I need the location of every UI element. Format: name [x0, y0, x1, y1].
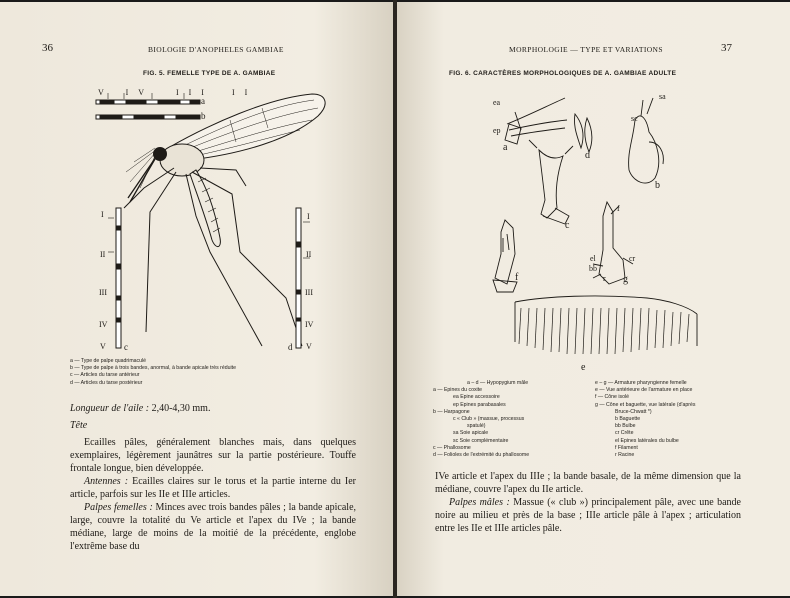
left-figure-caption: FIG. 5. FEMELLE TYPE DE A. GAMBIAE: [143, 70, 276, 77]
left-running-head: BIOLOGIE D'ANOPHELES GAMBIAE: [148, 45, 284, 54]
fig-label-a: a: [503, 142, 508, 153]
bar-label-top-row: [98, 88, 257, 97]
legend-item: d — Folioles de l'extrémité du phallosome: [433, 452, 530, 459]
fig-label-bb: bb: [589, 264, 597, 273]
tarsus-label-ii-left: II: [100, 250, 106, 259]
fig-label-ea: ea: [493, 98, 501, 107]
fig-label-sc: sc: [631, 114, 638, 123]
fig-label-d: d: [585, 150, 590, 161]
paragraph: [435, 496, 741, 535]
legend-item: Bruce-Chwatt *): [615, 408, 652, 415]
tarsus-label-v-right: V: [306, 342, 312, 351]
legend-item: f — Cône isolé: [595, 394, 630, 401]
fig-label-g: g: [623, 274, 628, 285]
legend-item: spatulé): [467, 423, 486, 430]
legend-item: g — Cône et baguette, vue latérale (d'après: [595, 401, 696, 408]
paragraph: IVe article et l'apex du IIIe ; la bande basale, de la même dimension que la médiane, couvre l'apex du IIe article.: [435, 471, 741, 495]
legend-item: a — Epines du coxite: [433, 387, 483, 394]
legend-item: cr Crête: [615, 430, 634, 437]
legend-item: sc Soie complémentaire: [453, 437, 509, 444]
bar-letter-a: a: [201, 96, 205, 106]
legend-item: b — Type de palpe à trois bandes, anormal, à bande apicale très réduite: [70, 365, 237, 372]
fig-label-ep: ep: [493, 126, 501, 135]
morphology-figure: [397, 2, 790, 382]
left-figure-legend: [70, 358, 236, 387]
fig-label-el: el: [590, 254, 596, 263]
tarsus-label-v-left: V: [100, 342, 106, 351]
right-figure-caption: FIG. 6. CARACTÈRES MORPHOLOGIQUES DE A. GAMBIAE ADULTE: [449, 70, 677, 77]
fig-label-c: c: [565, 220, 570, 231]
legend-item: e — Vue antérieure de l'armature en place: [595, 387, 693, 394]
left-body-text: [70, 402, 356, 553]
legend-item: f Filament: [615, 444, 638, 451]
right-page: [397, 2, 790, 596]
bar-letter-b: b: [201, 111, 206, 121]
legend-item: b Baguette: [615, 416, 641, 423]
legend-item: a — Type de palpe quadrimaculé: [70, 358, 147, 364]
thorax: [160, 144, 204, 176]
bar-label-v: V: [98, 88, 114, 97]
wing-length-label: Longueur de l'aile :: [70, 403, 150, 414]
paragraph: [70, 501, 356, 553]
tarsus-label-iv-right: IV: [305, 320, 314, 329]
paragraph-text: Massue (« club ») principalement pâle, avec une bande noire au milieu et près de la base ; IIIe article pâle à l'apex ; articulation entre les IIe et IIIe articles pâle.: [435, 497, 741, 534]
legend-item: ep Epines parabasales: [453, 401, 506, 408]
bar-label-ii: II: [231, 88, 258, 97]
bar-label-iii: III: [175, 88, 214, 97]
legend-item: e – g — Armature pharyngienne femelle: [595, 380, 687, 386]
bar-label-iv: IV: [125, 88, 154, 97]
legend-item: c — Articles du tarse antérieur: [70, 372, 140, 379]
fig-label-cr: cr: [629, 254, 636, 263]
legend-item: b — Harpagone: [433, 408, 470, 415]
legend-item: c « Club » (massue, processus: [453, 416, 525, 423]
legend-item: d — Articles du tarse postérieur: [70, 379, 143, 386]
right-legend-left: [433, 380, 583, 459]
section-heading: Tête: [70, 420, 88, 431]
fig-label-f: f: [617, 204, 620, 213]
right-legend-right: [595, 380, 765, 459]
fig-label-b: b: [655, 180, 660, 191]
paragraph-text: Minces avec trois bandes pâles ; la bande apicale, large, couvre la totalité du Ve article et l'apex du IVe ; la bande médiane, large de moins de la moitié de la précédente, englobe l'extrême base du: [70, 502, 357, 552]
legend-item: c — Phallosome: [433, 444, 471, 451]
right-running-head: MORPHOLOGIE — TYPE ET VARIATIONS: [509, 45, 663, 54]
bar-letter-d: d: [288, 342, 293, 352]
paragraph-label: Palpes mâles :: [449, 497, 510, 508]
tarsus-label-iii-left: III: [99, 288, 107, 297]
legend-item: el Epines latérales du bulbe: [615, 437, 679, 444]
fig-label-r: r: [603, 274, 606, 283]
tarsus-label-iv-left: IV: [99, 320, 108, 329]
tarsus-label-i-right: I: [307, 212, 310, 221]
legend-item: r Racine: [615, 452, 635, 459]
legend-item: ea Epine accessoire: [453, 394, 500, 401]
wing-length-value: 2,40-4,30 mm.: [151, 403, 211, 414]
tarsus-label-ii-right: II: [306, 250, 312, 259]
tarsus-label-iii-right: III: [305, 288, 313, 297]
tarsus-label-i-left: I: [101, 210, 104, 219]
fig-label-f-cone: f: [515, 272, 519, 283]
paragraph: [70, 475, 356, 501]
paragraph-text: Ecailles claires sur le torus et la partie interne du Ier article, parfois sur les IIe et IIIe articles.: [70, 476, 356, 500]
fig-label-sa: sa: [659, 92, 666, 101]
paragraph-label: Palpes femelles :: [84, 502, 153, 513]
fig-label-e: e: [581, 362, 586, 373]
bar-letter-c: c: [124, 342, 128, 352]
legend-item: bb Bulbe: [615, 423, 636, 430]
mosquito-figure: [0, 2, 393, 302]
paragraph-label: Antennes :: [84, 476, 129, 487]
legend-item: a – d — Hypopygium mâle: [467, 380, 529, 386]
legend-item: sa Soie apicale: [453, 430, 489, 437]
left-page-number: 36: [42, 42, 53, 54]
left-page: [0, 2, 393, 596]
right-body-text: [435, 470, 741, 535]
wing-length-line: [70, 402, 356, 415]
paragraph: Ecailles pâles, généralement blanches mais, dans quelques exemplaires, légèrement jaunâtres sur la partie postérieure. Touffe frontale longue, bien développée.: [70, 437, 356, 474]
pharyngeal-teeth: [519, 308, 689, 354]
right-page-number: 37: [721, 42, 732, 54]
